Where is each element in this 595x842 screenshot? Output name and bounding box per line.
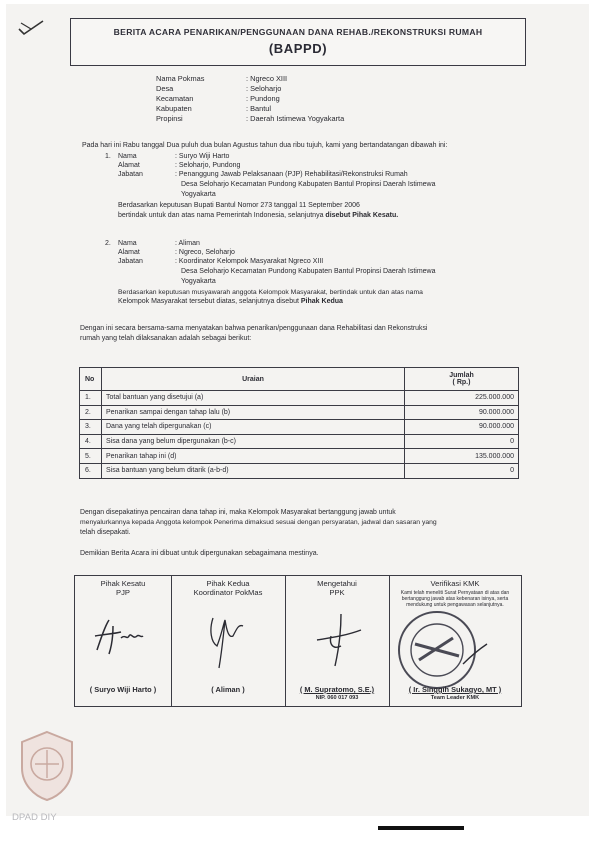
party2-basis-cont — [118, 297, 343, 306]
pokmas-label: Desa — [156, 84, 174, 94]
signature-table — [74, 575, 522, 707]
party1-jabatan-cont: Desa Seloharjo Kecamatan Pundong Kabupaten Bantul Propinsi Daerah Istimewa — [181, 181, 436, 188]
signature-position: PJP — [116, 588, 130, 597]
row-jumlah: 0 — [405, 434, 519, 449]
handwritten-signature — [199, 606, 259, 672]
pokmas-row — [156, 74, 344, 84]
row-uraian: Penarikan sampai dengan tahap lalu (b) — [102, 405, 405, 420]
signature-heading — [75, 579, 171, 597]
row-uraian: Sisa dana yang belum dipergunakan (b-c) — [102, 434, 405, 449]
currency-label: ( Rp.) — [452, 379, 471, 386]
signature-mengetahui — [285, 576, 390, 706]
bottom-bar — [378, 826, 464, 830]
signatory-title: Team Leader KMK — [430, 695, 480, 701]
signatory-name: ( M. Supratomo, S.E.) — [299, 685, 375, 694]
row-jumlah: 135.000.000 — [405, 449, 519, 464]
party2-jabatan-cont: Desa Seloharjo Kecamatan Pundong Kabupaten Bantul Propinsi Daerah Istimewa — [181, 268, 436, 275]
row-jumlah: 90.000.000 — [405, 420, 519, 435]
signature-role: Pihak Kedua — [206, 579, 250, 588]
party1-jabatan: : Penanggung Jawab Pelaksanaan (PJP) Rehabilitasi/Rekonstruksi Rumah — [175, 171, 408, 178]
jumlah-label: Jumlah — [449, 372, 474, 379]
pokmas-row — [156, 94, 344, 104]
signature-verifikasi-kmk — [389, 576, 521, 706]
signature-heading — [389, 579, 521, 588]
signature-position: PPK — [329, 588, 345, 597]
funds-table — [79, 367, 519, 479]
table-row — [80, 391, 519, 406]
row-no: 2. — [80, 405, 102, 420]
watermark-label: DPAD DIY — [12, 812, 57, 823]
party1-designation: disebut Pihak Kesatu. — [325, 212, 399, 219]
closing-paragraph: Dengan disepakatinya pencairan dana tahap ini, maka Kelompok Masyarakat bertanggung jawab untuk — [80, 509, 396, 516]
party1-basis: Berdasarkan keputusan Bupati Bantul Nomor 273 tanggal 11 September 2006 — [118, 202, 360, 209]
row-no: 1. — [80, 391, 102, 406]
opening-paragraph: Pada hari ini Rabu tanggal Dua puluh dua bulan Agustus tahun dua ribu tujuh, kami yang bertandatangan dibawah ini: — [82, 142, 448, 149]
row-uraian: Dana yang telah dipergunakan (c) — [102, 420, 405, 435]
party2-num: 2. — [105, 240, 111, 247]
pokmas-value: : Daerah Istimewa Yogyakarta — [246, 114, 345, 124]
pokmas-label: Kabupaten — [156, 104, 192, 114]
row-jumlah: 225.000.000 — [405, 391, 519, 406]
row-no: 4. — [80, 434, 102, 449]
party2-designation: Pihak Kedua — [300, 298, 343, 305]
row-uraian: Total bantuan yang disetujui (a) — [102, 391, 405, 406]
party2-nama-label: Nama — [118, 240, 137, 247]
table-row — [80, 405, 519, 420]
agreement-paragraph: Dengan ini secara bersama-sama menyatakan bahwa penarikan/penggunaan dana Rehabilitasi dan Rekonstruksi — [80, 325, 428, 332]
table-row — [80, 420, 519, 435]
party1-jabatan-cont2: Yogyakarta — [181, 191, 216, 198]
table-row — [80, 449, 519, 464]
party1-num: 1. — [105, 153, 111, 160]
col-header-jumlah — [405, 368, 519, 391]
party1-jabatan-label: Jabatan — [118, 171, 143, 178]
party1-basis-text: bertindak untuk dan atas nama Pemerintah Indonesia, selanjutnya — [118, 212, 324, 219]
signature-pihak-kesatu — [75, 576, 172, 706]
party2-basis-text: Kelompok Masyarakat tersebut diatas, selanjutnya disebut — [118, 298, 299, 305]
row-no: 3. — [80, 420, 102, 435]
signatory-name: ( Ir. Singgih Sukagyo, MT ) — [408, 685, 502, 694]
pokmas-label: Nama Pokmas — [156, 74, 205, 83]
col-header-uraian: Uraian — [102, 368, 405, 391]
signature-position: Koordinator PokMas — [193, 588, 263, 597]
closing-paragraph-cont: menyalurkannya kepada Anggota kelompok Penerima dimaksud sesuai dengan persyaratan, jadwal dan sasaran yang — [80, 519, 437, 526]
official-stamp — [393, 604, 489, 690]
party1-nama: : Suryo Wiji Harto — [175, 153, 230, 160]
pokmas-row — [156, 104, 344, 114]
row-jumlah: 0 — [405, 463, 519, 478]
table-row — [80, 434, 519, 449]
row-no: 6. — [80, 463, 102, 478]
pokmas-row — [156, 114, 344, 124]
signature-role: Verifikasi KMK — [430, 579, 480, 588]
row-jumlah: 90.000.000 — [405, 405, 519, 420]
page-margin — [0, 818, 595, 842]
handwritten-signature — [83, 608, 169, 660]
party2-nama: : Aliman — [175, 240, 200, 247]
party1-alamat: : Seloharjo, Pundong — [175, 162, 241, 169]
signature-pihak-kedua — [171, 576, 286, 706]
row-no: 5. — [80, 449, 102, 464]
signatory-name: ( Aliman ) — [211, 685, 245, 694]
signature-heading — [285, 579, 389, 597]
closing-paragraph-cont2: telah disepakati. — [80, 529, 131, 536]
verification-note: Kami telah meneliti Surat Pernyataan di atas dan bertanggung jawab atas kebenaran isinya, serta mendukung untuk pengawasan selanjutnya. — [400, 590, 510, 609]
provincial-emblem-icon — [14, 728, 80, 804]
pokmas-label: Kecamatan — [156, 94, 194, 104]
signatory-name: ( Suryo Wiji Harto ) — [89, 685, 157, 694]
agreement-paragraph-cont: rumah yang telah dilaksanakan adalah sebagai berikut: — [80, 335, 252, 342]
document-subtitle: (BAPPD) — [268, 41, 328, 56]
pokmas-info — [156, 74, 344, 124]
party1-alamat-label: Alamat — [118, 162, 140, 169]
pokmas-value: : Seloharjo — [246, 84, 282, 94]
col-header-no: No — [80, 368, 102, 391]
closing-statement: Demikian Berita Acara ini dibuat untuk dipergunakan sebagaimana mestinya. — [80, 550, 319, 557]
pokmas-label: Propinsi — [156, 114, 183, 124]
party1-nama-label: Nama — [118, 153, 137, 160]
signature-role: Mengetahui — [317, 579, 357, 588]
signature-heading — [171, 579, 285, 597]
party2-basis: Berdasarkan keputusan musyawarah anggota Kelompok Masyarakat, bertindak untuk dan atas nama — [118, 289, 423, 296]
table-row — [80, 463, 519, 478]
signature-role: Pihak Kesatu — [100, 579, 146, 588]
handwritten-signature — [311, 610, 367, 670]
pokmas-value: : Pundong — [246, 94, 280, 104]
document-title: BERITA ACARA PENARIKAN/PENGGUNAAN DANA REHAB./REKONSTRUKSI RUMAH — [113, 27, 483, 37]
party2-jabatan-cont2: Yogyakarta — [181, 278, 216, 285]
pokmas-row — [156, 84, 344, 94]
check-mark-icon — [18, 20, 44, 36]
party2-jabatan: : Koordinator Kelompok Masyarakat Ngreco XIII — [175, 258, 324, 265]
pokmas-value: : Bantul — [246, 104, 272, 114]
party2-alamat: : Ngreco, Seloharjo — [175, 249, 235, 256]
party1-basis-cont — [118, 211, 398, 220]
signatory-nip: NIP. 060 017 093 — [315, 695, 359, 701]
party2-jabatan-label: Jabatan — [118, 258, 143, 265]
row-uraian: Sisa bantuan yang belum ditarik (a-b-d) — [102, 463, 405, 478]
document-title-box — [70, 18, 526, 66]
table-header-row — [80, 368, 519, 391]
pokmas-value: : Ngreco XIII — [246, 74, 288, 83]
row-uraian: Penarikan tahap ini (d) — [102, 449, 405, 464]
party2-alamat-label: Alamat — [118, 249, 140, 256]
